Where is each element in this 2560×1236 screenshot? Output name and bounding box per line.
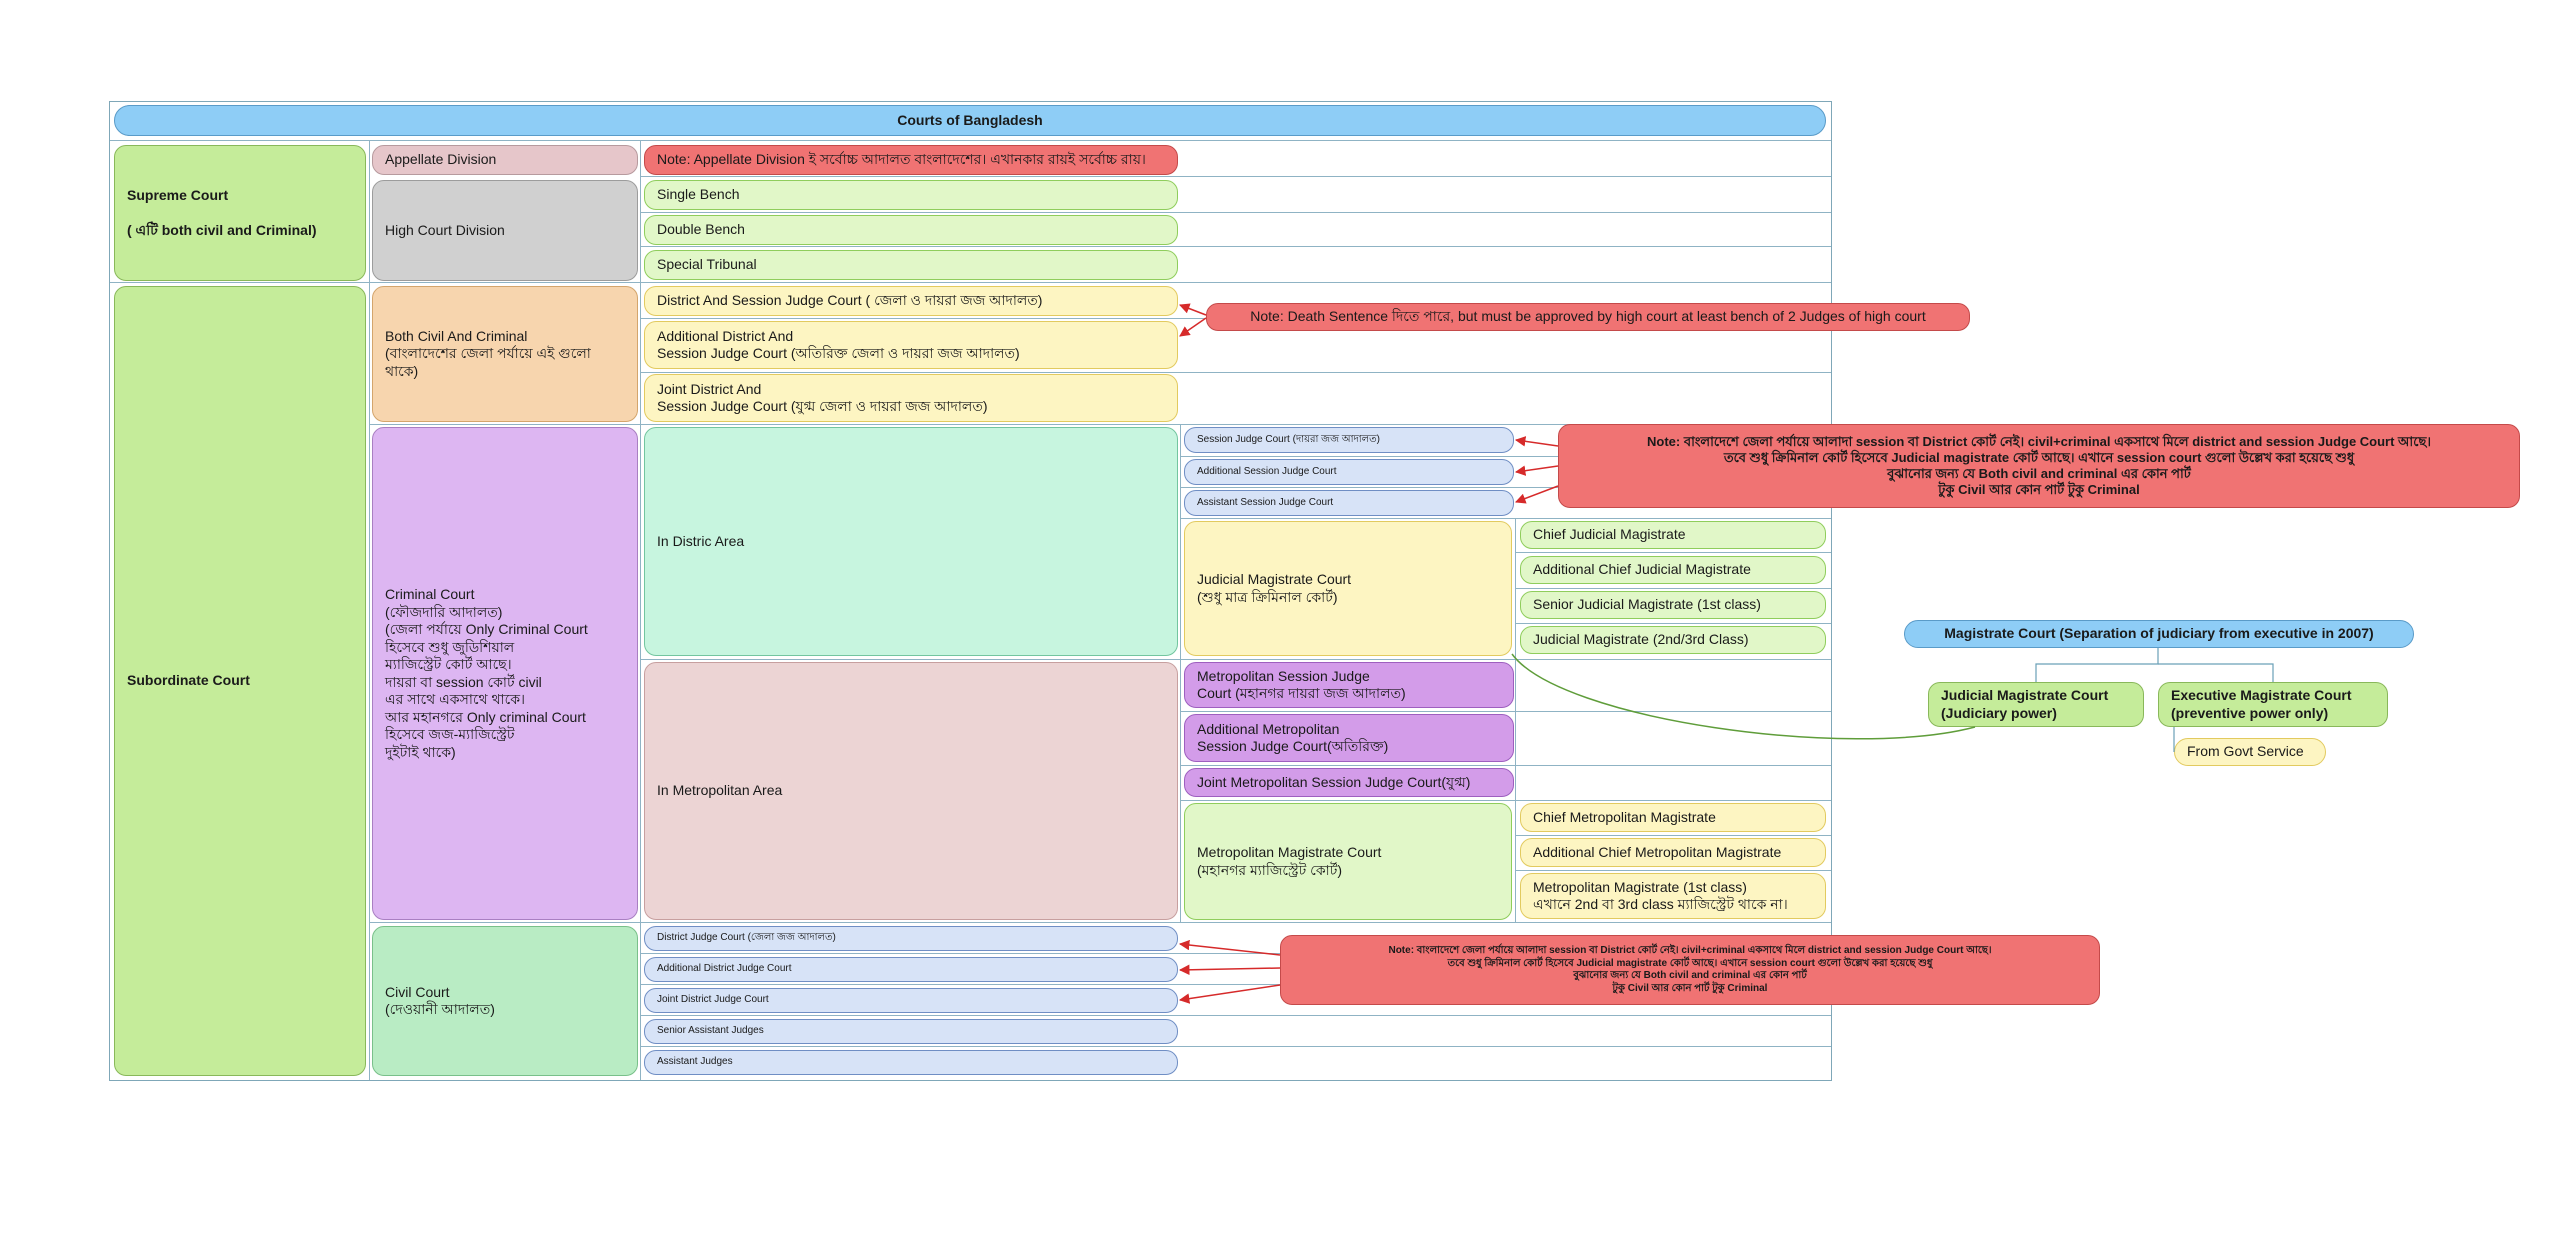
- additional-metropolitan-session-judge-court: Additional Metropolitan Session Judge Court(অতিরিক্ত): [1184, 714, 1514, 762]
- session-judge-court: Session Judge Court (দায়রা জজ আদালত): [1184, 427, 1514, 453]
- arrow-civil-note: [1180, 985, 1280, 1000]
- arrow-session-note: [1516, 466, 1558, 472]
- arrow-death-note: [1180, 318, 1206, 336]
- special-tribunal-box: Special Tribunal: [644, 250, 1178, 280]
- session-court-note: Note: বাংলাদেশে জেলা পর্যায়ে আলাদা session বা District কোর্ট নেই। civil+criminal একসাথে মিলে district and session Judge Court আছে। তবে শুধু ক্রিমিনাল কোর্ট হিসেবে Judicial magistrate কোর্ট আছে। এখানে session court গুলো উল্লেখ করা হয়েছে শুধু বুঝানোর জন্য যে Both civil and criminal এর কোন পার্ট টুকু Civil আর কোন পার্ট টুকু Criminal: [1558, 424, 2520, 508]
- joint-district-judge-court: Joint District Judge Court: [644, 988, 1178, 1013]
- additional-district-judge-court: Additional District Judge Court: [644, 957, 1178, 982]
- tree-line: [2158, 664, 2273, 682]
- additional-district-session-judge-court: Additional District And Session Judge Court (অতিরিক্ত জেলা ও দায়রা জজ আদালত): [644, 321, 1178, 369]
- supreme-court-box: Supreme Court ( এটি both civil and Criminal): [114, 145, 366, 281]
- district-area-box: In Distric Area: [644, 427, 1178, 656]
- tree-line: [2036, 648, 2158, 682]
- chief-metropolitan-magistrate: Chief Metropolitan Magistrate: [1520, 803, 1826, 832]
- district-judge-court: District Judge Court (জেলা জজ আদালত): [644, 926, 1178, 951]
- arrow-session-note: [1516, 440, 1558, 446]
- executive-magistrate-power-box: Executive Magistrate Court (preventive power only): [2158, 682, 2388, 727]
- appellate-note: Note: Appellate Division ই সর্বোচ্চ আদালত বাংলাদেশের। এখানকার রায়ই সর্বোচ্চ রায়।: [644, 145, 1178, 175]
- civil-court-box: Civil Court (দেওয়ানী আদালত): [372, 926, 638, 1076]
- magistrate-court-title: Magistrate Court (Separation of judiciary from executive in 2007): [1904, 620, 2414, 648]
- double-bench-box: Double Bench: [644, 215, 1178, 245]
- arrow-civil-note: [1180, 944, 1280, 955]
- high-court-division-box: High Court Division: [372, 180, 638, 281]
- assistant-judges: Assistant Judges: [644, 1050, 1178, 1075]
- note-arrows: [1180, 305, 1558, 1000]
- judicial-magistrate-court-box: Judicial Magistrate Court (শুধু মাত্র ক্রিমিনাল কোর্ট): [1184, 521, 1512, 656]
- additional-chief-judicial-magistrate: Additional Chief Judicial Magistrate: [1520, 556, 1826, 584]
- joint-metropolitan-session-judge-court: Joint Metropolitan Session Judge Court(যুগ্ম): [1184, 768, 1514, 797]
- death-sentence-note: Note: Death Sentence দিতে পারে, but must be approved by high court at least bench of 2 Judges of high court: [1206, 303, 1970, 331]
- judicial-magistrate-2nd-3rd: Judicial Magistrate (2nd/3rd Class): [1520, 626, 1826, 654]
- arrow-death-note: [1180, 305, 1206, 315]
- additional-session-judge-court: Additional Session Judge Court: [1184, 459, 1514, 485]
- joint-district-session-judge-court: Joint District And Session Judge Court (যুগ্ম জেলা ও দায়রা জজ আদালত): [644, 374, 1178, 422]
- metropolitan-area-box: In Metropolitan Area: [644, 662, 1178, 920]
- senior-judicial-magistrate: Senior Judicial Magistrate (1st class): [1520, 591, 1826, 619]
- diagram-title: Courts of Bangladesh: [114, 105, 1826, 136]
- additional-chief-metropolitan-magistrate: Additional Chief Metropolitan Magistrate: [1520, 838, 1826, 867]
- civil-court-note: Note: বাংলাদেশে জেলা পর্যায়ে আলাদা session বা District কোর্ট নেই। civil+criminal একসাথে মিলে district and session Judge Court আছে। তবে শুধু ক্রিমিনাল কোর্ট হিসেবে Judicial magistrate কোর্ট আছে। এখানে session court গুলো উল্লেখ করা হয়েছে শুধু বুঝানোর জন্য যে Both civil and criminal এর কোন পার্ট টুকু Civil আর কোন পার্ট টুকু Criminal: [1280, 935, 2100, 1005]
- subordinate-court-box: Subordinate Court: [114, 286, 366, 1076]
- single-bench-box: Single Bench: [644, 180, 1178, 210]
- appellate-division-box: Appellate Division: [372, 145, 638, 175]
- both-civil-criminal-box: Both Civil And Criminal (বাংলাদেশের জেলা পর্যায়ে এই গুলো থাকে): [372, 286, 638, 422]
- assistant-session-judge-court: Assistant Session Judge Court: [1184, 490, 1514, 516]
- arrow-session-note: [1516, 486, 1558, 502]
- judicial-link-curve: [1512, 654, 1975, 739]
- metropolitan-session-judge-court: Metropolitan Session Judge Court (মহানগর দায়রা জজ আদালত): [1184, 662, 1514, 708]
- govt-service-box: From Govt Service: [2174, 738, 2326, 766]
- arrow-civil-note: [1180, 968, 1280, 970]
- district-session-judge-court: District And Session Judge Court ( জেলা ও দায়রা জজ আদালত): [644, 286, 1178, 316]
- metropolitan-magistrate-court-box: Metropolitan Magistrate Court (মহানগর ম্যাজিস্ট্রেট কোর্ট): [1184, 803, 1512, 920]
- metropolitan-magistrate-1st-class: Metropolitan Magistrate (1st class) এখানে 2nd বা 3rd class ম্যাজিস্ট্রেট থাকে না।: [1520, 873, 1826, 919]
- magistrate-tree-lines: [2036, 648, 2273, 752]
- senior-assistant-judges: Senior Assistant Judges: [644, 1019, 1178, 1044]
- chief-judicial-magistrate: Chief Judicial Magistrate: [1520, 521, 1826, 549]
- judicial-magistrate-power-box: Judicial Magistrate Court (Judiciary power): [1928, 682, 2144, 727]
- criminal-court-box: Criminal Court (ফৌজদারি আদালত) (জেলা পর্যায়ে Only Criminal Court হিসেবে শুধু জুডিশিয়াল ম্যাজিস্ট্রেট কোর্ট আছে। দায়রা বা session কোর্ট civil এর সাথে একসাথে থাকে। আর মহানগরে Only criminal Court হিসেবে জজ-ম্যাজিস্ট্রেট দুইটাই থাকে): [372, 427, 638, 920]
